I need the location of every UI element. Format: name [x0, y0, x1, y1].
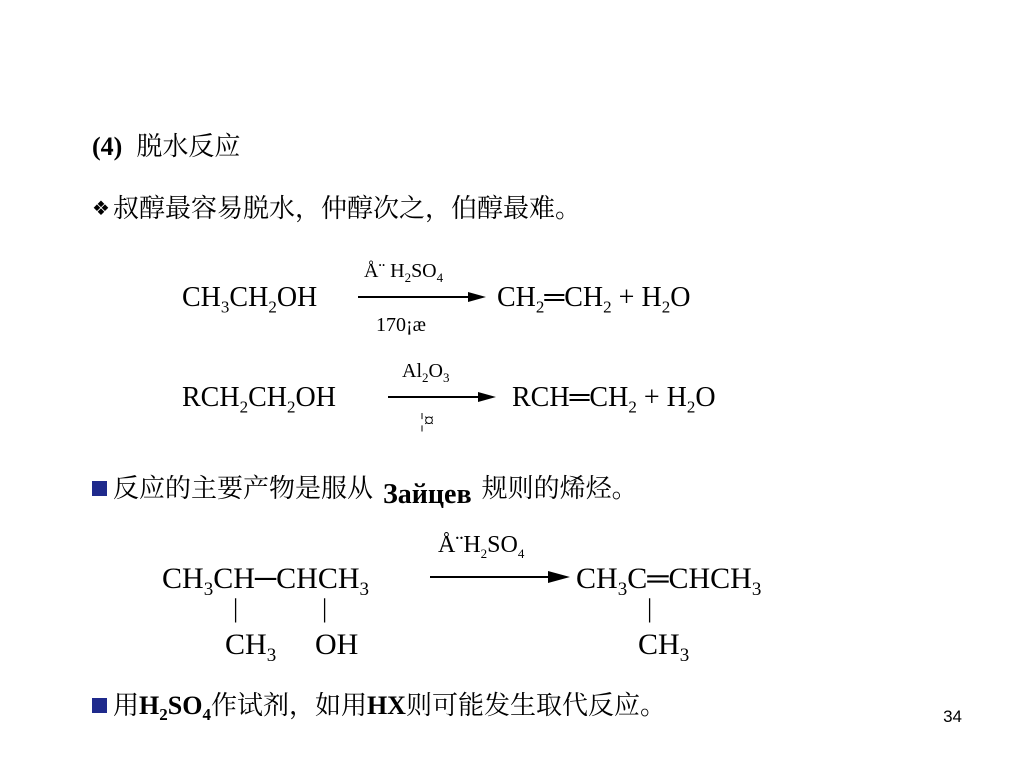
branch-bond-3: | [647, 594, 653, 623]
bullet-text: 叔醇最容易脱水，仲醇次之，伯醇最难。 [112, 194, 581, 224]
double-bond: ═ [647, 562, 669, 595]
reactant: $CH_3CH_2OH$ [182, 282, 318, 317]
section-heading [92, 126, 240, 163]
square-bullet-icon [92, 481, 107, 496]
bullet-reagent-note: 用$H_2SO_4$作试剂，如用HX则可能发生取代反应。 [92, 685, 666, 725]
sulfuric-acid-formula: $H_2SO_4$ [139, 691, 211, 725]
rule-suffix: 规则的烯烃。 [481, 474, 638, 504]
branch-bond-2: | [322, 594, 328, 623]
methyl-branch: $CH_3$ [225, 628, 277, 666]
condition-bottom: ¦¤ [420, 410, 435, 432]
reaction-arrow [388, 390, 500, 404]
hydroxyl-branch: OH [315, 628, 359, 661]
diamond-bullet-icon: ❖ [92, 196, 110, 220]
condition-top: Å¨ $H_2SO_4$ [364, 260, 444, 285]
bullet-zaitsev-rule [92, 468, 638, 510]
reactant: $CH_3CH─CHCH_3$ [162, 562, 369, 600]
product: $CH_3C═CHCH_3$ [576, 562, 762, 600]
reaction-arrow [358, 290, 490, 304]
branch-bond-1: | [233, 594, 239, 623]
double-bond: ═ [569, 382, 590, 413]
double-bond: ═ [544, 282, 565, 313]
product: $CH_2═CH_2 + H_2O$ [497, 282, 691, 317]
section-number: (4) [92, 132, 123, 161]
rule-prefix: 反应的主要产物是服从 [113, 474, 374, 504]
square-bullet-icon [92, 698, 107, 713]
single-bond: ─ [254, 562, 277, 595]
section-title: 脱水反应 [136, 132, 241, 162]
product-methyl-branch: $CH_3$ [638, 628, 690, 666]
bullet-dehydration-order [92, 188, 581, 225]
condition-top: $Al_2O_3$ [402, 360, 450, 385]
reaction-arrow [430, 570, 572, 584]
condition-bottom: 170¡æ [376, 314, 426, 336]
reactant: $RCH_2CH_2OH$ [182, 382, 336, 417]
condition-top: $Å¨H_2SO_4$ [438, 532, 525, 561]
hx-formula: HX [366, 691, 406, 720]
product: $RCH═CH_2 + H_2O$ [512, 382, 716, 417]
page-number: 34 [943, 707, 962, 726]
rule-name: Зайцев [383, 479, 472, 510]
